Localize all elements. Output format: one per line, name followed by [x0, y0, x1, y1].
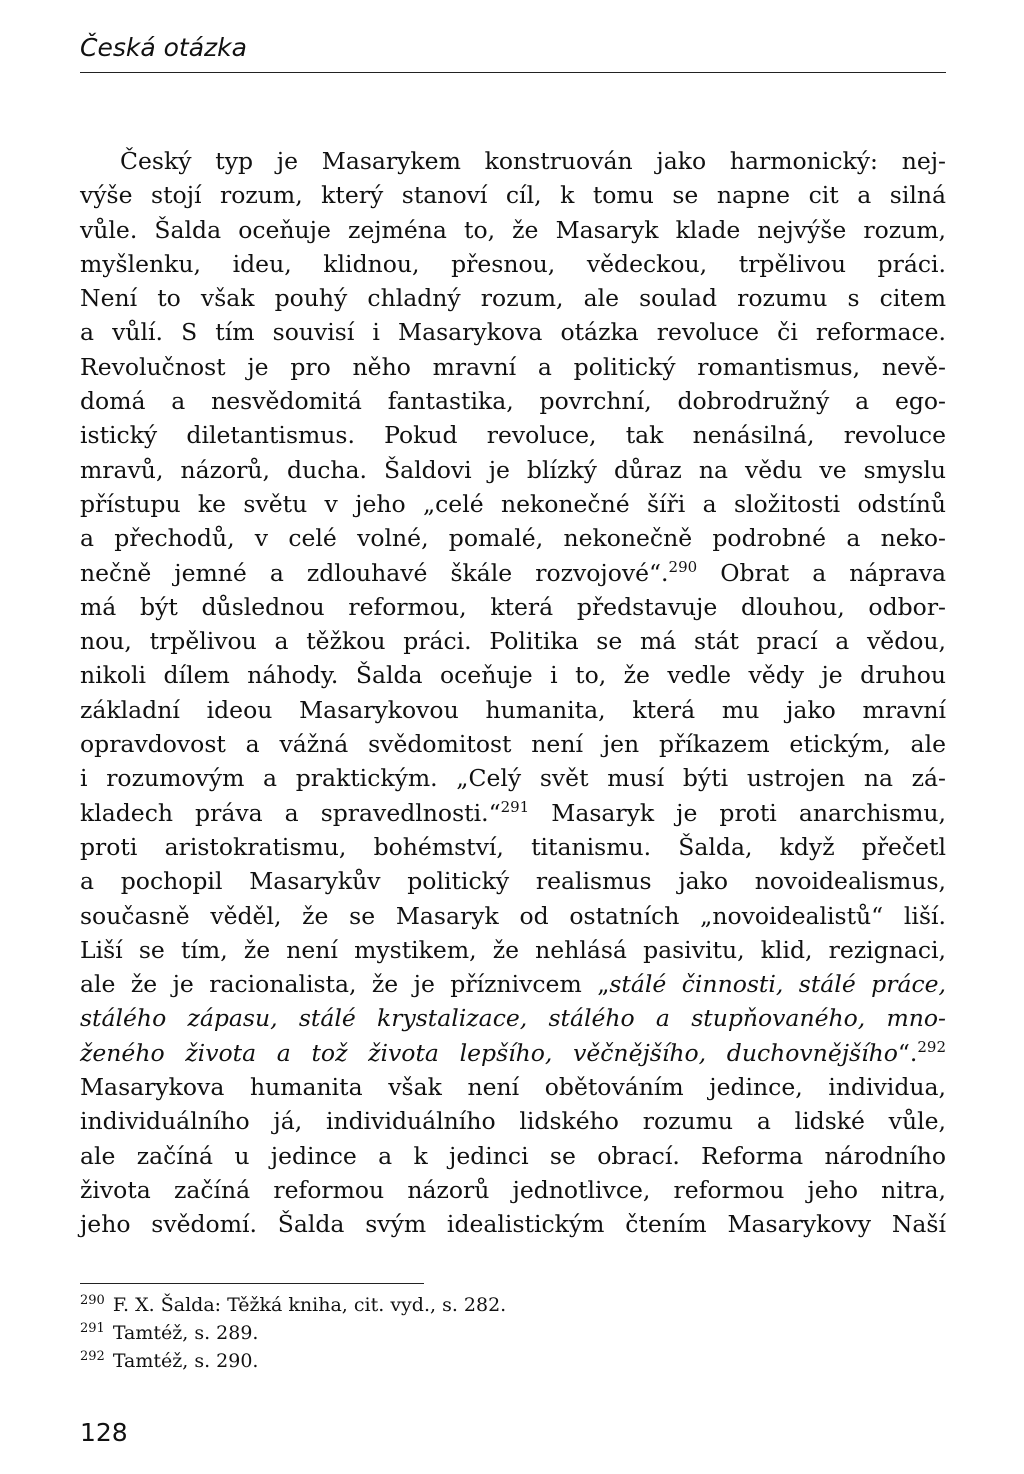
line-text: “. — [897, 1038, 918, 1067]
line-italic-text: stálého zápasu, stálé krystalizace, stálého a stupňovaného, mno- — [80, 1004, 946, 1033]
line-text: nikoli dílem náhody. Šalda oceňuje i to, že vedle vědy je druhou — [80, 661, 946, 690]
footnote-number: 292 — [80, 1348, 105, 1364]
text-line — [80, 796, 946, 830]
text-line — [80, 933, 946, 967]
text-line — [80, 658, 946, 692]
footnote-number: 290 — [80, 1292, 105, 1308]
text-line — [80, 590, 946, 624]
line-text: jeho svědomí. Šalda svým idealistickým čtením Masarykovy Naší — [80, 1210, 946, 1239]
text-line — [80, 830, 946, 864]
line-text: Liší se tím, že není mystikem, že nehlásá pasivitu, klid, rezignaci, — [80, 935, 946, 964]
text-line — [80, 178, 946, 212]
text-line — [80, 1139, 946, 1173]
footnote-ref: 292 — [917, 1037, 946, 1056]
text-line — [80, 727, 946, 761]
footnote-ref: 290 — [668, 557, 698, 576]
text-line — [80, 556, 946, 590]
line-text: výše stojí rozum, který stanoví cíl, k tomu se napne cit a silná — [80, 181, 946, 210]
line-italic-text: ženého života a tož života lepšího, věčnějšího, duchovnějšího — [80, 1038, 898, 1067]
line-text: proti aristokratismu, bohémství, titanismu. Šalda, když přečetl — [80, 832, 946, 861]
line-text: vůle. Šalda oceňuje zejména to, že Masaryk klade nejvýše rozum, — [80, 215, 946, 244]
line-text: Revolučnost je pro něho mravní a politický romantismus, nevě- — [80, 352, 946, 381]
footnote-ref: 291 — [500, 797, 530, 816]
text-line — [80, 761, 946, 795]
line-text: a pochopil Masarykův politický realismus jako novoidealismus, — [80, 867, 946, 896]
text-line — [80, 350, 946, 384]
line-text: Není to však pouhý chladný rozum, ale soulad rozumu s citem — [80, 284, 946, 313]
line-text: Masarykova humanita však není obětováním jedince, individua, — [80, 1073, 946, 1102]
footnote-number: 291 — [80, 1320, 105, 1336]
line-text: i rozumovým a praktickým. „Celý svět musí býti ustrojen na zá- — [80, 764, 946, 793]
text-line — [80, 281, 946, 315]
footnotes — [80, 1291, 946, 1375]
line-text: přístupu ke světu v jeho „celé nekonečné šíři a složitosti odstínů — [80, 489, 946, 518]
text-line — [80, 384, 946, 418]
footnote-text: Tamtéž, s. 290. — [112, 1350, 259, 1372]
line-text: života začíná reformou názorů jednotlivce, reformou jeho nitra, — [80, 1175, 946, 1204]
text-line — [80, 624, 946, 658]
body-text — [80, 144, 946, 1242]
text-line — [80, 453, 946, 487]
line-text: základní ideou Masarykovou humanita, která mu jako mravní — [80, 695, 946, 724]
line-text: a přechodů, v celé volné, pomalé, nekonečně podrobné a neko- — [80, 524, 946, 553]
line-text: současně věděl, že se Masaryk od ostatních „novoidealistů“ liší. — [80, 901, 946, 930]
text-line — [80, 315, 946, 349]
text-line — [80, 967, 946, 1001]
line-text: ale začíná u jedince a k jedinci se obrací. Reforma národního — [80, 1141, 946, 1170]
text-line — [80, 1173, 946, 1207]
running-header-title: Česká otázka — [80, 33, 247, 62]
line-text: istický diletantismus. Pokud revoluce, tak nenásilná, revoluce — [80, 421, 946, 450]
line-text: myšlenku, ideu, klidnou, přesnou, vědeckou, trpělivou práci. — [80, 249, 946, 278]
footnote — [80, 1319, 946, 1347]
line-italic-text: stálé činnosti, stálé práce, — [609, 970, 946, 999]
line-text: kladech práva a spravedlnosti.“ — [80, 798, 501, 827]
footnote-rule — [80, 1283, 424, 1284]
text-line — [80, 418, 946, 452]
text-line — [80, 247, 946, 281]
line-text: a vůlí. S tím souvisí i Masarykova otázka revoluce či reformace. — [80, 318, 946, 347]
header-rule — [80, 72, 946, 73]
text-line — [80, 1207, 946, 1241]
line-text: Český typ je Masarykem konstruován jako harmonický: nej- — [120, 147, 946, 175]
text-line — [80, 693, 946, 727]
line-text: nečně jemné a zdlouhavé škále rozvojové“. — [80, 558, 669, 587]
footnote — [80, 1291, 946, 1319]
text-line — [80, 1036, 946, 1070]
text-line — [80, 144, 946, 178]
text-line — [80, 1001, 946, 1035]
line-text: Masaryk je proti anarchismu, — [529, 798, 946, 827]
text-line — [80, 213, 946, 247]
line-text: má být důslednou reformou, která představuje dlouhou, odbor- — [80, 592, 946, 621]
line-text: mravů, názorů, ducha. Šaldovi je blízký důraz na vědu ve smyslu — [80, 455, 946, 484]
text-line — [80, 864, 946, 898]
text-line — [80, 1070, 946, 1104]
footnote-text: F. X. Šalda: Těžká kniha, cit. vyd., s. 282. — [112, 1294, 507, 1316]
line-text: opravdovost a vážná svědomitost není jen příkazem etickým, ale — [80, 730, 946, 759]
text-line — [80, 521, 946, 555]
page-number: 128 — [80, 1418, 128, 1447]
text-line — [80, 487, 946, 521]
line-text: Obrat a náprava — [697, 558, 947, 587]
line-text: individuálního já, individuálního lidského rozumu a lidské vůle, — [80, 1107, 946, 1136]
line-text: nou, trpělivou a těžkou práci. Politika se má stát prací a vědou, — [80, 627, 946, 656]
text-line — [80, 899, 946, 933]
running-header — [80, 32, 946, 64]
footnote-text: Tamtéž, s. 289. — [112, 1322, 259, 1344]
footnote — [80, 1347, 946, 1375]
line-text: domá a nesvědomitá fantastika, povrchní, dobrodružný a ego- — [80, 387, 946, 416]
text-line — [80, 1104, 946, 1138]
line-text: ale že je racionalista, že je příznivcem „ — [80, 970, 610, 999]
